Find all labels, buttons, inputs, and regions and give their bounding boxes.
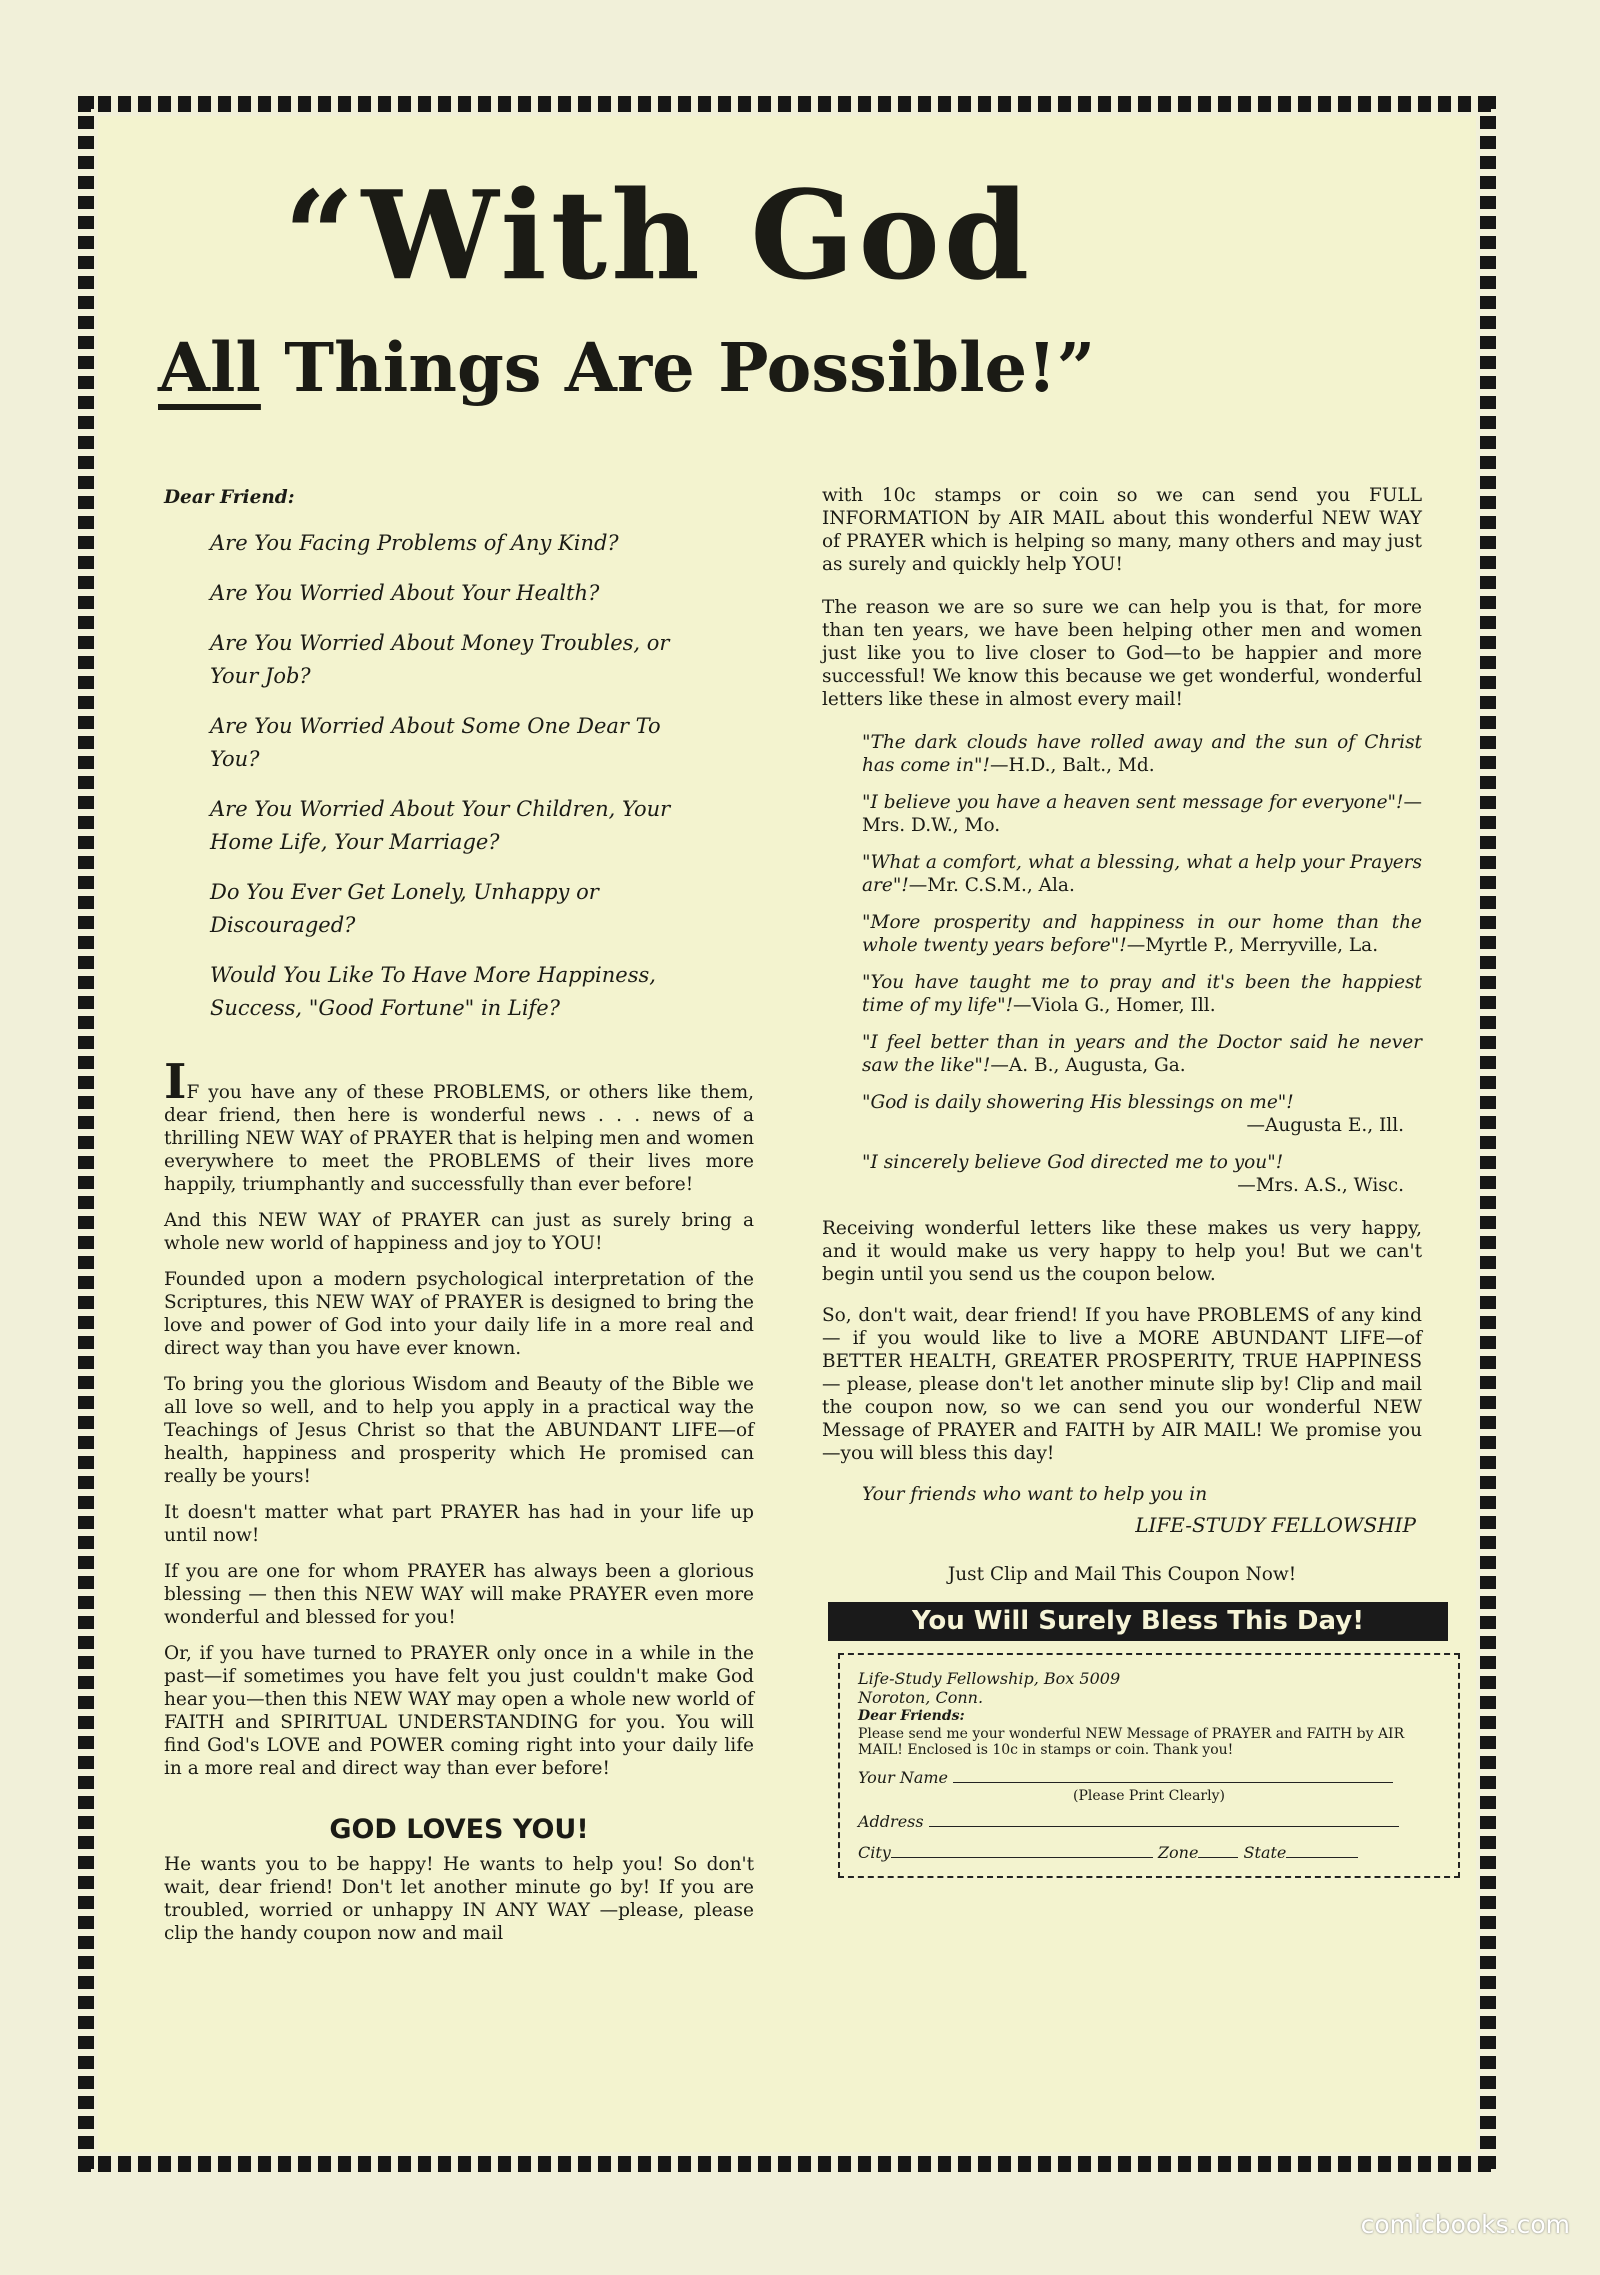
testimonial xyxy=(862,791,1422,837)
question-item: Are You Worried About Your Health? xyxy=(210,581,600,605)
paragraph: To bring you the glorious Wisdom and Beauty of the Bible we all love so well, and to help you apply in a practical way the Teachings of Jesus Christ so that the ABUNDANT LIFE—of health, happiness and prosperity which He promised can really be yours! xyxy=(164,1374,754,1487)
city-label: City xyxy=(858,1843,891,1862)
paragraph: Founded upon a modern psychological interpretation of the Scriptures, this NEW WAY of PRAYER is designed to bring the love and power of God into your daily life in a more real and direct way than you have ever known. xyxy=(164,1269,754,1359)
zone-field[interactable] xyxy=(1198,1843,1238,1858)
paragraph-text: F you have any of these PROBLEMS, or others like them, dear friend, then here is wonderful news . . . news of a thrilling NEW WAY of PRAYER that is helping men and women everywhere to meet the PROBLEMS of their lives more happily, triumphantly and successfully than ever before! xyxy=(164,1082,754,1195)
paragraph: So, don't wait, dear friend! If you have PROBLEMS of any kind — if you would like to live a MORE ABUNDANT LIFE—of BETTER HEALTH, GREATER PROSPERITY, TRUE HAPPINESS — please, please don't let another minute slip by! Clip and mail the coupon now, so we can send you our wonderful NEW Message of PRAYER and FAITH by AIR MAIL! We promise you—you will bless this day! xyxy=(822,1305,1422,1464)
address-label: Address xyxy=(858,1812,924,1831)
right-column xyxy=(822,484,1422,1878)
testimonial-author: —Mrs. A.S., Wisc. xyxy=(1237,1175,1404,1196)
paragraph: If you are one for whom PRAYER has always been a glorious blessing — then this NEW WAY will make PRAYER even more wonderful and blessed for you! xyxy=(164,1561,754,1628)
testimonial-author: —Mr. C.S.M., Ala. xyxy=(908,875,1075,896)
testimonial-author: —H.D., Balt., Md. xyxy=(989,755,1155,776)
bless-banner: You Will Surely Bless This Day! xyxy=(828,1602,1448,1641)
state-field[interactable] xyxy=(1286,1843,1358,1858)
coupon-address-2: Noroton, Conn. xyxy=(858,1688,984,1707)
name-label: Your Name xyxy=(858,1768,949,1787)
coupon-body: Please send me your wonderful NEW Message of PRAYER and FAITH by AIR MAIL! Enclosed is 10c in stamps or coin. Thank you! xyxy=(858,1726,1405,1758)
paragraph: And this NEW WAY of PRAYER can just as surely bring a whole new world of happiness and joy to YOU! xyxy=(164,1210,754,1254)
testimonial-quote: "I feel better than in years and the Doctor said he never saw the like"! xyxy=(862,1032,1422,1076)
paragraph: Or, if you have turned to PRAYER only once in a while in the past—if sometimes you have felt you just couldn't make God hear you—then this NEW WAY may open a whole new world of FAITH and SPIRITUAL UNDERSTANDING for you. You will find God's LOVE and POWER coming right into your daily life in a more real and direct way than ever before! xyxy=(164,1643,754,1779)
testimonial xyxy=(862,731,1422,777)
headline-all: All xyxy=(158,328,261,407)
headline-line-1: “With God xyxy=(284,163,1034,307)
testimonial xyxy=(862,1151,1422,1197)
name-field[interactable] xyxy=(953,1768,1393,1783)
question-item: Are You Worried About Money Troubles, or Your Job? xyxy=(210,631,670,688)
headline-line-2 xyxy=(158,328,1488,407)
testimonial xyxy=(862,1091,1422,1137)
coupon-address-1: Life-Study Fellowship, Box 5009 xyxy=(858,1669,1121,1688)
zone-label: Zone xyxy=(1157,1843,1199,1862)
left-column xyxy=(164,486,754,1958)
testimonial-quote: "The dark clouds have rolled away and the sun of Christ has come in"! xyxy=(862,732,1422,776)
testimonial-author: —A. B., Augusta, Ga. xyxy=(990,1055,1186,1076)
coupon[interactable] xyxy=(838,1653,1460,1878)
paragraph: The reason we are so sure we can help you is that, for more than ten years, we have been helping other men and women just like you to live closer to God—to be happier and more successful! We know this because we get wonderful, wonderful letters like these in almost every mail! xyxy=(822,597,1422,710)
testimonial xyxy=(862,971,1422,1017)
testimonial-author: —Augusta E., Ill. xyxy=(1246,1115,1404,1136)
testimonial-quote: "More prosperity and happiness in our home than the whole twenty years before"! xyxy=(862,912,1422,956)
headline-rest: Things Are Possible!” xyxy=(260,328,1096,407)
testimonial-quote: "I sincerely believe God directed me to you"! xyxy=(862,1152,1284,1173)
paragraph: He wants you to be happy! He wants to help you! So don't wait, dear friend! Don't let another minute go by! If you are troubled, worried or unhappy IN ANY WAY —please, please clip the handy coupon now and mail xyxy=(164,1854,754,1944)
testimonial xyxy=(862,851,1422,897)
page-content xyxy=(98,116,1476,2152)
address-row xyxy=(858,1812,1440,1831)
signoff: Your friends who want to help you in xyxy=(862,1484,1208,1505)
paragraph: with 10c stamps or coin so we can send you FULL INFORMATION by AIR MAIL about this wonderful NEW WAY of PRAYER which is helping so many, many others and may just as surely and quickly help YOU! xyxy=(822,485,1422,575)
drop-cap: I xyxy=(164,1054,187,1110)
paragraph xyxy=(164,1054,754,1196)
coupon-dear: Dear Friends: xyxy=(858,1708,965,1724)
city-row xyxy=(858,1843,1440,1862)
testimonial-quote: "God is daily showering His blessings on me"! xyxy=(862,1092,1294,1113)
testimonials-list xyxy=(822,731,1422,1197)
question-item: Do You Ever Get Lonely, Unhappy or Discouraged? xyxy=(210,880,599,937)
watermark: comicbooks.com xyxy=(1360,2210,1570,2239)
section-heading: GOD LOVES YOU! xyxy=(329,1814,589,1845)
testimonial-quote: "I believe you have a heaven sent message for everyone"! xyxy=(862,792,1404,813)
address-field[interactable] xyxy=(929,1812,1399,1827)
name-row xyxy=(858,1768,1440,1787)
testimonial-author: —Viola G., Homer, Ill. xyxy=(1013,995,1216,1016)
testimonial xyxy=(862,911,1422,957)
question-item: Are You Facing Problems of Any Kind? xyxy=(210,531,619,555)
question-item: Would You Like To Have More Happiness, Success, "Good Fortune" in Life? xyxy=(210,963,656,1020)
print-note: (Please Print Clearly) xyxy=(1073,1788,1225,1804)
testimonial-author: —Myrtle P., Merryville, La. xyxy=(1126,935,1379,956)
testimonial-quote: "You have taught me to pray and it's been the happiest time of my life"! xyxy=(862,972,1422,1016)
clip-instruction: Just Clip and Mail This Coupon Now! xyxy=(947,1564,1297,1585)
greeting: Dear Friend: xyxy=(164,487,295,508)
testimonial xyxy=(862,1031,1422,1077)
city-field[interactable] xyxy=(891,1843,1153,1858)
testimonial-quote: "What a comfort, what a blessing, what a help your Prayers are"! xyxy=(862,852,1422,896)
paragraph: Receiving wonderful letters like these makes us very happy, and it would make us very happy to help you! But we can't begin until you send us the coupon below. xyxy=(822,1218,1422,1285)
question-item: Are You Worried About Some One Dear To You? xyxy=(210,714,661,771)
page-border xyxy=(78,96,1496,2172)
testimonial-author: —Mrs. D.W., Mo. xyxy=(862,792,1422,836)
state-label: State xyxy=(1243,1843,1287,1862)
question-item: Are You Worried About Your Children, Your Home Life, Your Marriage? xyxy=(210,797,671,854)
fellowship-name: LIFE-STUDY FELLOWSHIP xyxy=(1135,1513,1416,1537)
paragraph: It doesn't matter what part PRAYER has had in your life up until now! xyxy=(164,1502,754,1546)
